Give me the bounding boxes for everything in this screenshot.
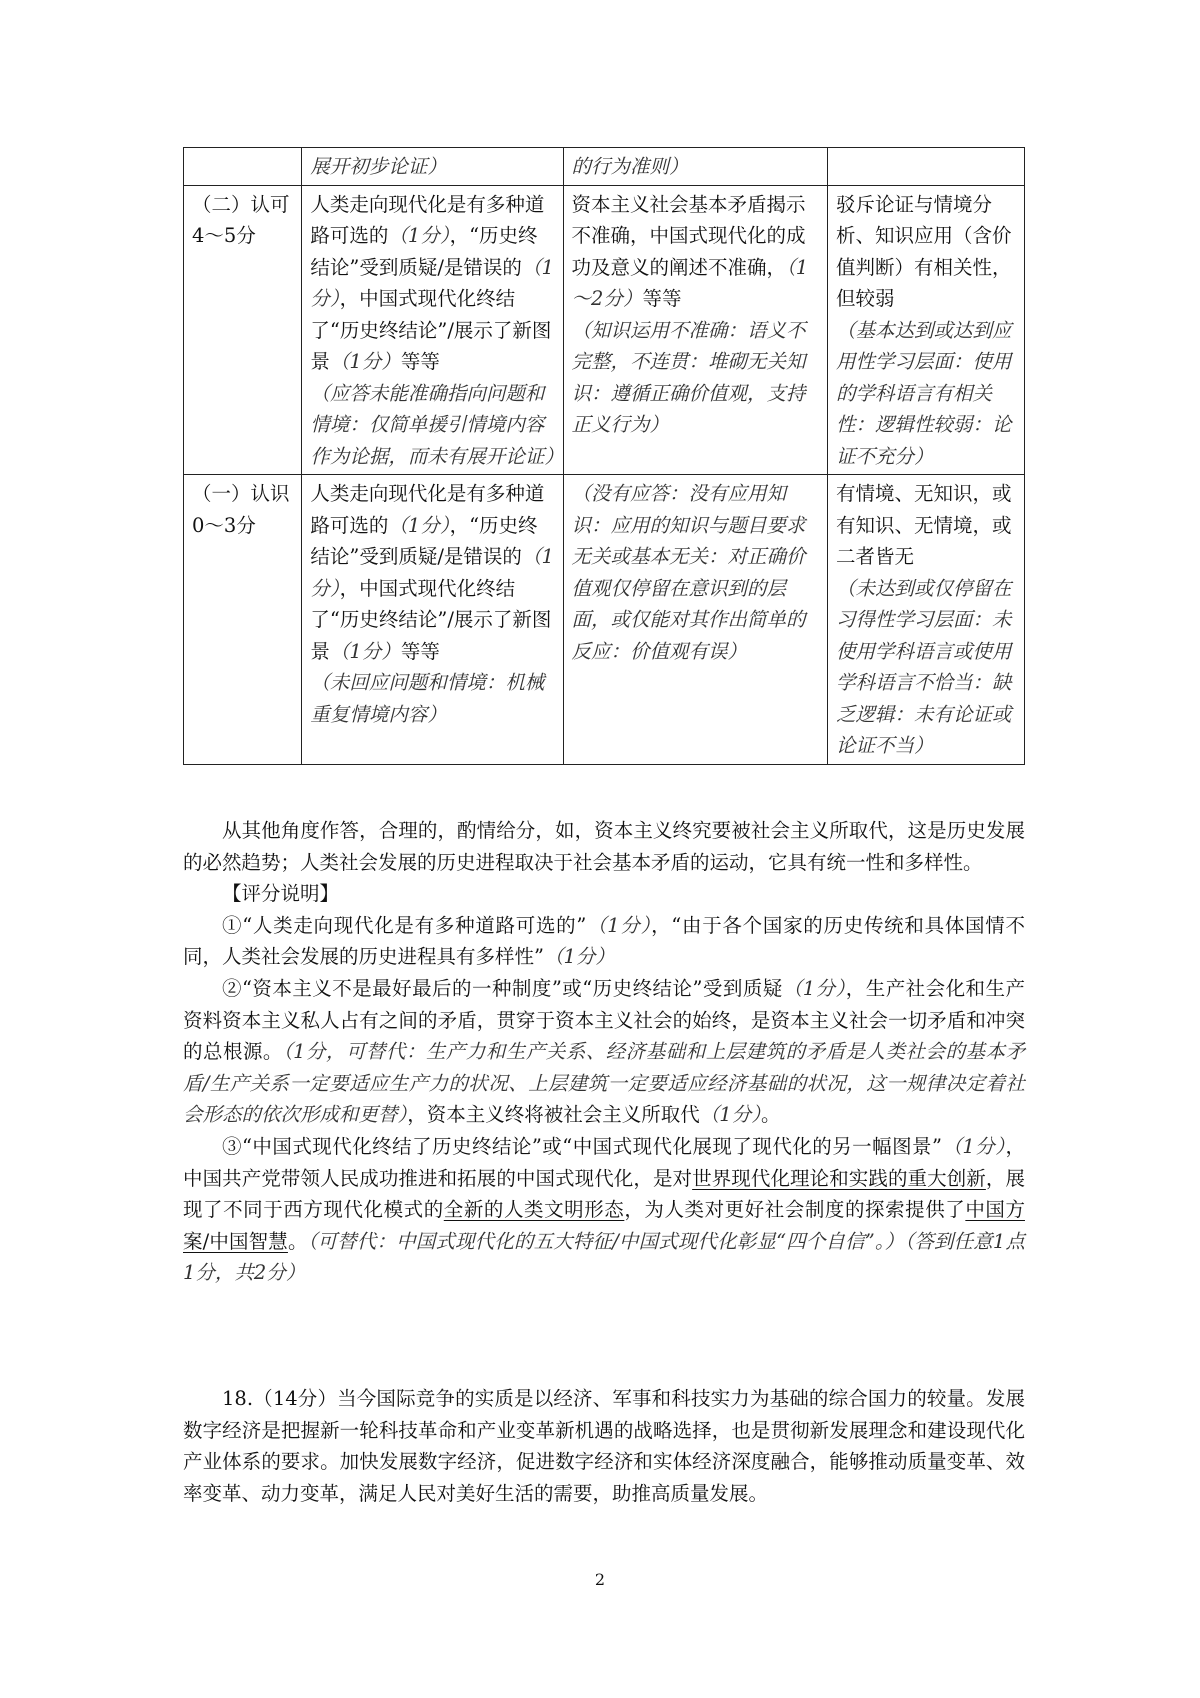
score-point: （1分） — [782, 976, 846, 1000]
cell-text: ，中国式现代化终结了“历史终结论”/展示了新图景 — [310, 287, 552, 373]
table-row — [184, 185, 1025, 475]
cell-text: ，中国式现代化终结了“历史终结论”/展示了新图景 — [310, 576, 552, 663]
score-point: （1分） — [388, 513, 450, 537]
table-cell — [563, 185, 827, 475]
cell-text: 人类走向现代化是有多种道路可选的 — [310, 192, 545, 247]
score-point: （1分） — [388, 224, 450, 247]
cell-text: 等等 — [400, 639, 440, 663]
note-text: 。 — [287, 1229, 308, 1253]
score-point: （1分） — [699, 1103, 761, 1127]
alternative-note: （1分，可替代：生产力和生产关系、经济基础和上层建筑的矛盾是人类社会的基本矛盾/生产关系一定要适应生产力的状况、上层建筑一定要适应经济基础的状况，这一规律决定着社会形态的依次形成和更替） — [183, 1040, 1025, 1127]
level-cell — [184, 475, 302, 765]
other-angle-paragraph: 从其他角度作答，合理的，酌情给分，如，资本主义终究要被社会主义所取代，这是历史发展的必然趋势；人类社会发展的历史进程取决于社会基本矛盾的运动，它具有统一性和多样性。 — [183, 819, 1025, 874]
table-row — [184, 475, 1025, 765]
table-cell — [828, 475, 1025, 765]
question-18 — [183, 1383, 1025, 1509]
table-cell — [184, 148, 302, 186]
answer-notes — [183, 815, 1025, 1289]
cell-note: （未回应问题和情境：机械重复情境内容） — [310, 671, 545, 726]
cell-text: 资本主义社会基本矛盾揭示不准确，中国式现代化的成功及意义的阐述不准确， — [571, 192, 806, 279]
table-row — [184, 148, 1025, 186]
note-2 — [183, 973, 1025, 1131]
table-cell — [302, 475, 563, 765]
score-point: （1分） — [942, 1134, 1006, 1158]
page-number: 2 — [594, 1570, 606, 1589]
underlined-keyphrase: 全新的人类文明形态 — [443, 1198, 625, 1222]
cell-note: （没有应答：没有应用知识：应用的知识与题目要求无关或基本无关：对正确价值观仅停留在意识到的层面，或仅能对其作出简单的反应：价值观有误） — [571, 482, 806, 663]
score-point: （1分） — [543, 945, 615, 969]
cell-note: （基本达到或达到应用性学习层面：使用的学科语言有相关性：逻辑性较弱：论证不充分） — [836, 318, 1012, 468]
note-text: ，“由于各个国家的历史传统和具体国情不同，人类社会发展的历史进程具有多样性” — [183, 913, 1025, 969]
grading-table — [183, 147, 1025, 765]
underlined-keyphrase: 世界现代化理论和实践的重大创新 — [692, 1166, 986, 1190]
cell-note: 展开初步论证） — [310, 155, 447, 178]
table-cell — [563, 148, 827, 186]
note-text: ，资本主义终将被社会主义所取代 — [407, 1103, 700, 1127]
score-point: （1分） — [329, 350, 401, 373]
cell-note: 的行为准则） — [571, 155, 689, 178]
cell-text: ，“历史终结论”受到质疑/是错误的 — [310, 513, 538, 568]
level-label: （二）认可4～5分 — [192, 192, 290, 247]
score-point: （1～2分） — [571, 255, 809, 310]
note-3 — [183, 1131, 1025, 1289]
cell-text: 驳斥论证与情境分析、知识应用（含价值判断）有相关性，但较弱 — [836, 192, 1012, 310]
note-text: ，展现了不同于西方现代化模式的 — [183, 1166, 1025, 1222]
question-18-text: 18.（14分）当今国际竞争的实质是以经济、军事和科技实力为基础的综合国力的较量。发展数字经济是把握新一轮科技革命和产业变革新机遇的战略选择，也是贯彻新发展理念和建设现代化产业体系的要求。加快发展数字经济，促进数字经济和实体经济深度融合，能够推动质量变革、效率变革、动力变革，满足人民对美好生活的需要，助推高质量发展。 — [183, 1387, 1025, 1505]
cell-text: 有情境、无知识，或有知识、无情境，或二者皆无 — [836, 482, 1012, 568]
score-point: （1分） — [310, 255, 554, 310]
cell-note: （未达到或仅停留在习得性学习层面：未使用学科语言或使用学科语言不恰当：缺乏逻辑：未有论证或论证不当） — [836, 576, 1012, 757]
table-cell — [828, 185, 1025, 475]
level-cell — [184, 185, 302, 475]
table-cell — [828, 148, 1025, 186]
notes-heading: 【评分说明】 — [222, 882, 340, 906]
note-text: ，生产社会化和生产资料资本主义私人占有之间的矛盾，贯穿于资本主义社会的始终，是资本主义社会一切矛盾和冲突的总根源。 — [183, 976, 1025, 1064]
score-point: （1分） — [329, 639, 401, 663]
cell-note: （知识运用不准确：语义不完整，不连贯：堆砌无关知识：遵循正确价值观，支持正义行为） — [571, 318, 806, 436]
level-label: （一）认识0～3分 — [192, 482, 290, 537]
alternative-note: （可替代：中国式现代化的五大特征/中国式现代化彰显“四个自信”。）（答到任意1点1分，共2分） — [183, 1229, 1025, 1285]
note-1 — [183, 910, 1025, 973]
note-text: ①“人类走向现代化是有多种道路可选的” — [222, 913, 587, 937]
cell-text: 人类走向现代化是有多种道路可选的 — [310, 482, 545, 537]
table-cell — [302, 148, 563, 186]
underlined-keyphrase: 中国方案/中国智慧 — [183, 1198, 1025, 1253]
note-text: ②“资本主义不是最好最后的一种制度”或“历史终结论”受到质疑 — [222, 976, 783, 1000]
note-text: ③“中国式现代化终结了历史终结论”或“中国式现代化展现了现代化的另一幅图景” — [222, 1134, 942, 1158]
table-cell — [563, 475, 827, 765]
cell-text: 等等 — [400, 350, 440, 373]
cell-text: 等等 — [642, 287, 682, 310]
score-point: （1分） — [310, 545, 554, 600]
score-point: （1分） — [586, 913, 652, 937]
cell-text: ，“历史终结论”受到质疑/是错误的 — [310, 224, 538, 279]
table-cell — [302, 185, 563, 475]
note-text: ，中国共产党带领人民成功推进和拓展的中国式现代化，是对 — [183, 1134, 1025, 1190]
note-text: ，为人类对更好社会制度的探索提供了 — [624, 1198, 966, 1222]
note-text: 。 — [760, 1103, 781, 1127]
cell-note: （应答未能准确指向问题和情境：仅简单援引情境内容作为论据，而未有展开论证） — [310, 381, 564, 468]
